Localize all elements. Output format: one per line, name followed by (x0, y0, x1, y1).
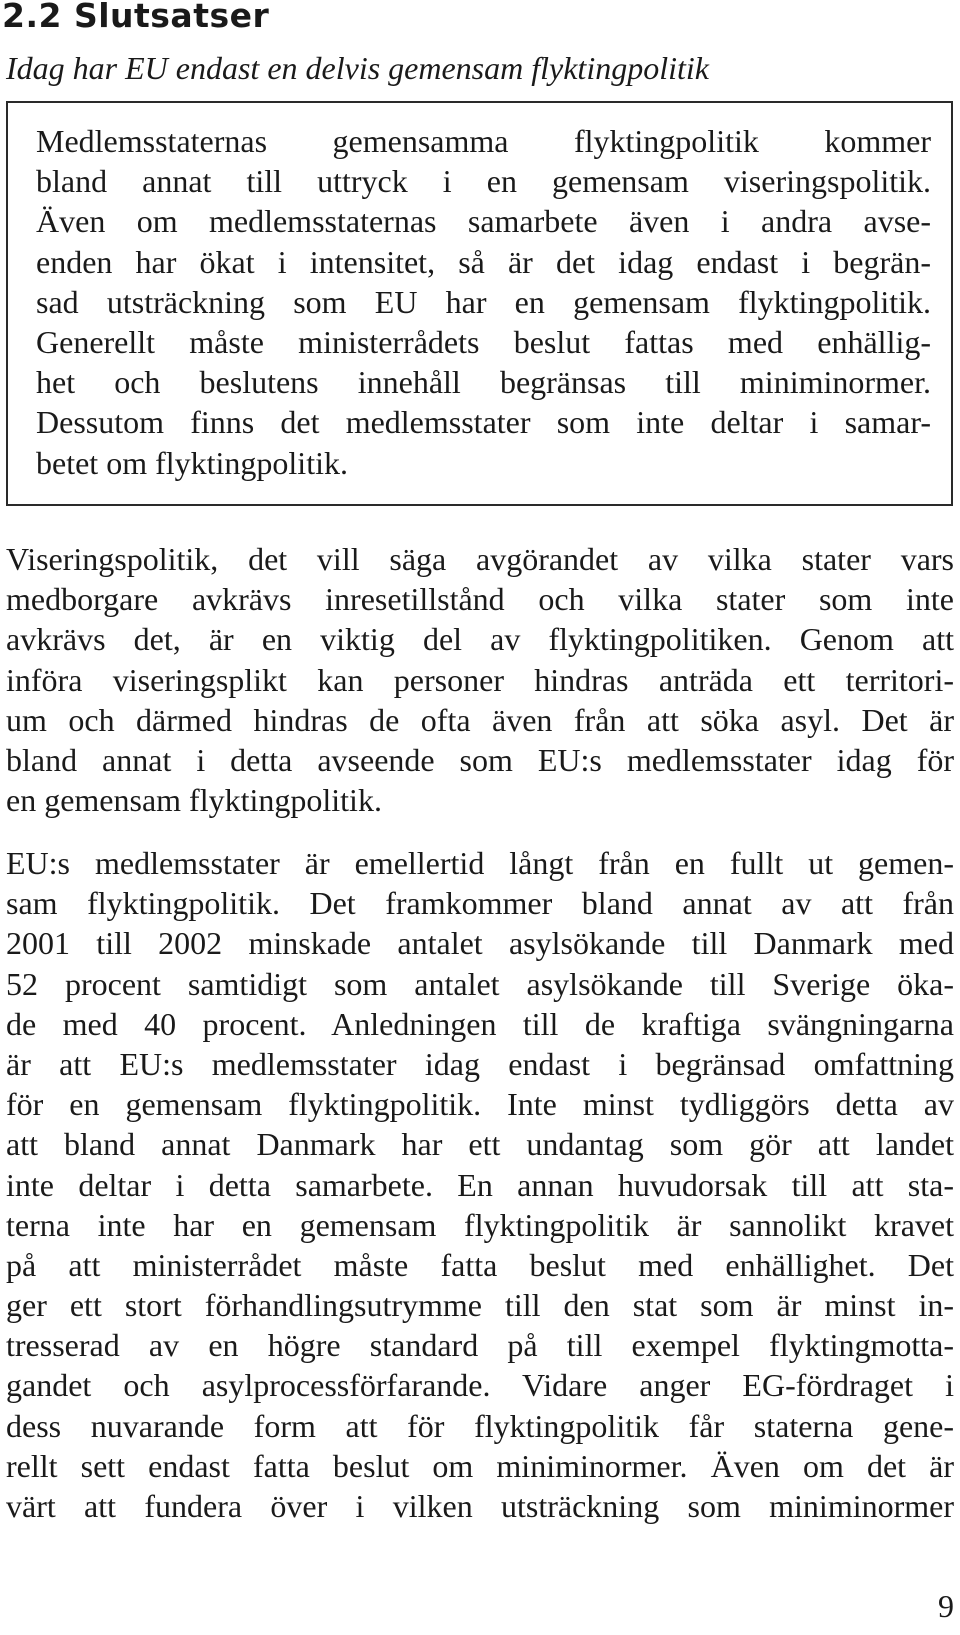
paragraph-line: för en gemensam flyktingpolitik. Inte minst tydliggörs detta av (6, 1086, 954, 1123)
body-paragraph (6, 843, 954, 1526)
paragraph-line: inte deltar i detta samarbete. En annan huvudorsak till att sta- (6, 1166, 954, 1203)
page-number: 9 (938, 1588, 954, 1624)
paragraph-line: EU:s medlemsstater är emellertid långt från en fullt ut gemen- (6, 845, 954, 881)
paragraph-line: införa viseringsplikt kan personer hindras anträda ett territori- (6, 661, 954, 698)
paragraph-line: tresserad av en högre standard på till exempel flyktingmotta- (6, 1327, 954, 1364)
paragraph-line: gandet och asylprocessförfarande. Vidare anger EG-fördraget i (6, 1367, 954, 1404)
summary-box (6, 101, 953, 506)
paragraph-line: värt att fundera över i vilken utsträckning som miniminormer (6, 1488, 954, 1524)
paragraph-line: terna inte har en gemensam flyktingpolitik är sannolikt kravet (6, 1206, 954, 1243)
paragraph-line: um och därmed hindras de ofta även från att söka asyl. Det är (6, 701, 954, 738)
paragraph-line: de med 40 procent. Anledningen till de kraftiga svängningarna (6, 1005, 954, 1042)
summary-line: Även om medlemsstaternas samarbete även i andra avse- (36, 203, 931, 240)
paragraph-line: sam flyktingpolitik. Det framkommer bland annat av att från (6, 885, 954, 922)
paragraph-line: en gemensam flyktingpolitik. (6, 782, 382, 819)
paragraph-line: 2001 till 2002 minskade antalet asylsökande till Danmark med (6, 925, 954, 962)
section-heading: 2.2 Slutsatser (2, 0, 270, 35)
summary-line: het och beslutens innehåll begränsas till miniminormer. (36, 364, 931, 401)
body-paragraph (6, 539, 954, 820)
paragraph-line: 52 procent samtidigt som antalet asylsökande till Sverige öka- (6, 965, 954, 1002)
paragraph-line: dess nuvarande form att för flyktingpolitik får staterna gene- (6, 1407, 954, 1444)
paragraph-line: avkrävs det, är en viktig del av flyktingpolitiken. Genom att (6, 621, 954, 658)
summary-line: betet om flyktingpolitik. (36, 444, 348, 481)
summary-line: sad utsträckning som EU har en gemensam flyktingpolitik. (36, 283, 931, 320)
paragraph-line: att bland annat Danmark har ett undantag som gör att landet (6, 1126, 954, 1163)
paragraph-line: på att ministerrådet måste fatta beslut med enhällighet. Det (6, 1246, 954, 1283)
paragraph-line: är att EU:s medlemsstater idag endast i begränsad omfattning (6, 1045, 954, 1082)
summary-line: enden har ökat i intensitet, så är det idag endast i begrän- (36, 243, 931, 280)
summary-line: bland annat till uttryck i en gemensam viseringspolitik. (36, 163, 931, 200)
summary-line: Medlemsstaternas gemensamma flyktingpolitik kommer (36, 123, 931, 159)
paragraph-line: medborgare avkrävs inresetillstånd och vilka stater som inte (6, 581, 954, 618)
summary-line: Generellt måste ministerrådets beslut fattas med enhällig- (36, 323, 931, 360)
paragraph-line: ger ett stort förhandlingsutrymme till den stat som är minst in- (6, 1287, 954, 1324)
paragraph-line: rellt sett endast fatta beslut om miniminormer. Även om det är (6, 1447, 954, 1484)
summary-line: Dessutom finns det medlemsstater som inte deltar i samar- (36, 404, 931, 441)
section-subheading: Idag har EU endast en delvis gemensam flyktingpolitik (6, 50, 709, 86)
paragraph-line: bland annat i detta avseende som EU:s medlemsstater idag för (6, 741, 954, 778)
paragraph-line: Viseringspolitik, det vill säga avgörandet av vilka stater vars (6, 541, 954, 577)
